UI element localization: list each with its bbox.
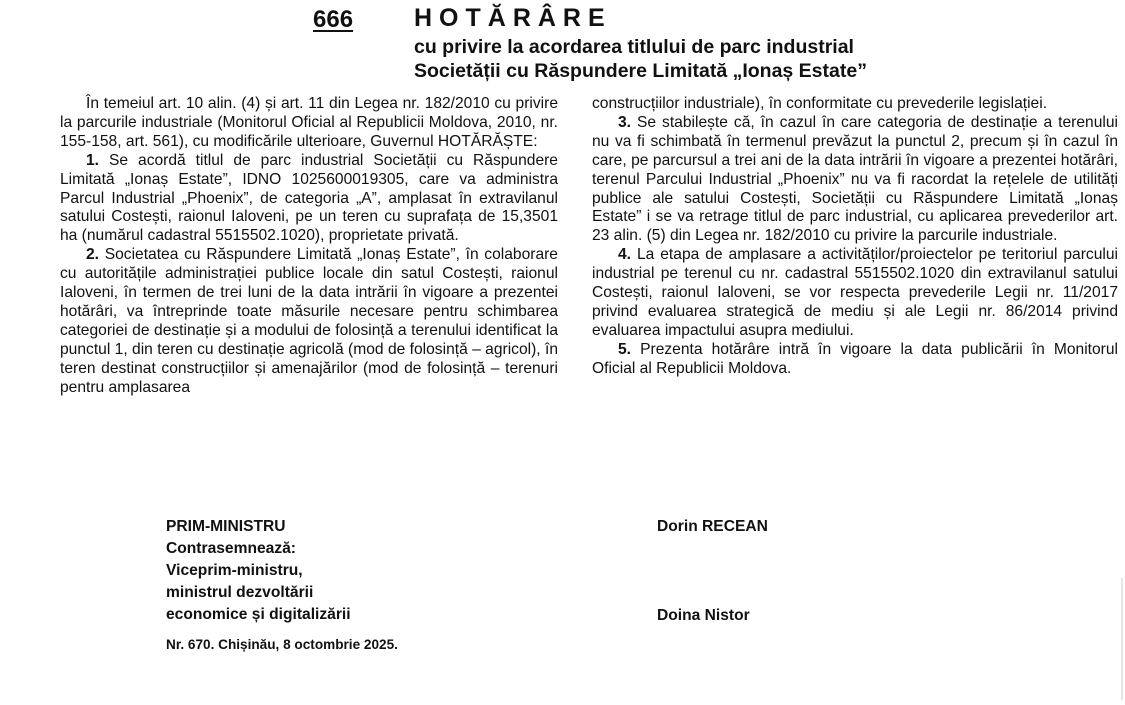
body-column-left <box>60 95 558 398</box>
paragraph-1-number: 1. <box>86 151 100 169</box>
paragraph-5-text: Prezenta hotărâre intră în vigoare la data publicării în Monitorul Oficial al Republicii Moldova. <box>592 340 1118 377</box>
vice-title-line-1: Viceprim-ministru, <box>166 562 303 579</box>
paragraph-2-text: Societatea cu Răspundere Limitată „Ionaș Estate”, în colaborare cu autoritățile administrației publice locale din satul Costești, raionul Ialoveni, în termen de trei luni de la data intrării în vigoare a prezentei hotărâri, va întreprinde toate măsurile necesare pentru schimbarea categoriei de destinație și a modului de folosință a terenului identificat la punctul 1, din teren cu destinație agricolă (mod de folosință – agricol), în teren destinat construcțiilor și amenajărilor (mod de folosință – terenuri pentru amplasarea <box>60 246 558 396</box>
body-column-right <box>592 95 1118 379</box>
paragraph-2-continuation: construcțiilor industriale), în conformitate cu prevederile legislației. <box>592 95 1048 112</box>
paragraph-3-number: 3. <box>618 113 632 131</box>
paragraph-5 <box>592 341 1118 379</box>
document-header <box>0 4 1125 84</box>
title-line-2: Societății cu Răspundere Limitată „Ionaș Estate” <box>414 60 867 82</box>
paragraph-2 <box>60 246 558 397</box>
vice-title-line-3: economice și digitalizării <box>166 606 351 623</box>
paragraph-1-text: Se acordă titlul de parc industrial Societății cu Răspundere Limitată „Ionaș Estate”, IDNO 1025600019305, care va administra Parcul Industrial „Phoenix”, de categoria „A”, amplasat în extravilanul satului Costești, raionul Ialoveni, pe un teren cu suprafața de 15,3501 ha (numărul cadastral 5515502.1020), proprietate privată. <box>60 151 558 245</box>
pm-title: PRIM-MINISTRU <box>166 518 286 535</box>
title-line-1: cu privire la acordarea titlului de parc industrial <box>414 36 854 58</box>
paragraph-2-number: 2. <box>86 246 100 264</box>
paragraph-4 <box>592 246 1118 341</box>
document-reference: Nr. 670. Chișinău, 8 octombrie 2025. <box>166 637 398 652</box>
decision-number: 666 <box>313 6 354 33</box>
vice-name: Doina Nistor <box>657 607 750 624</box>
paragraph-1 <box>60 152 558 247</box>
paragraph-4-text: La etapa de amplasare a activităților/proiectelor pe teritoriul parcului industrial pe terenul cu nr. cadastral 5515502.1020 din extravilanul satului Costești, raionul Ialoveni, se vor respecta prevederile Legii nr. 11/2017 privind evaluarea strategică de mediu și ale Legii nr. 86/2014 privind evaluarea impactului asupra mediului. <box>592 246 1118 339</box>
pm-name: Dorin RECEAN <box>657 518 768 535</box>
paragraph-4-number: 4. <box>618 246 632 264</box>
paragraph-5-number: 5. <box>618 340 632 358</box>
paragraph-3 <box>592 114 1118 246</box>
vice-title-line-2: ministrul dezvoltării <box>166 584 314 601</box>
countersign-label: Contrasemnează: <box>166 540 296 557</box>
signature-block-titles <box>166 516 351 626</box>
intro-paragraph: În temeiul art. 10 alin. (4) și art. 11 din Legea nr. 182/2010 cu privire la parcurile industriale (Monitorul Oficial al Republicii Moldova, 2010, nr. 155-158, art. 561), cu modificările ulterioare, Guvernul HOTĂRĂȘTE: <box>60 95 558 150</box>
document-type: HOTĂRÂRE <box>414 4 612 32</box>
scan-edge-divider <box>1121 578 1123 700</box>
paragraph-3-text: Se stabilește că, în cazul în care categoria de destinație a terenului nu va fi schimbată în termenul prevăzut la punctul 2, precum și în cazul în care, pe parcursul a trei ani de la data intrării în vigoare a prezentei hotărâri, terenul Parcului Industrial „Phoenix” nu va fi racordat la rețelele de utilități publice ale satului Costești, Societății cu Răspundere Limitată „Ionaș Estate” i se va retrage titlul de parc industrial, cu aplicarea prevederilor art. 23 alin. (5) din Legea nr. 182/2010 cu privire la parcurile industriale. <box>592 113 1118 245</box>
document-title <box>414 35 867 83</box>
